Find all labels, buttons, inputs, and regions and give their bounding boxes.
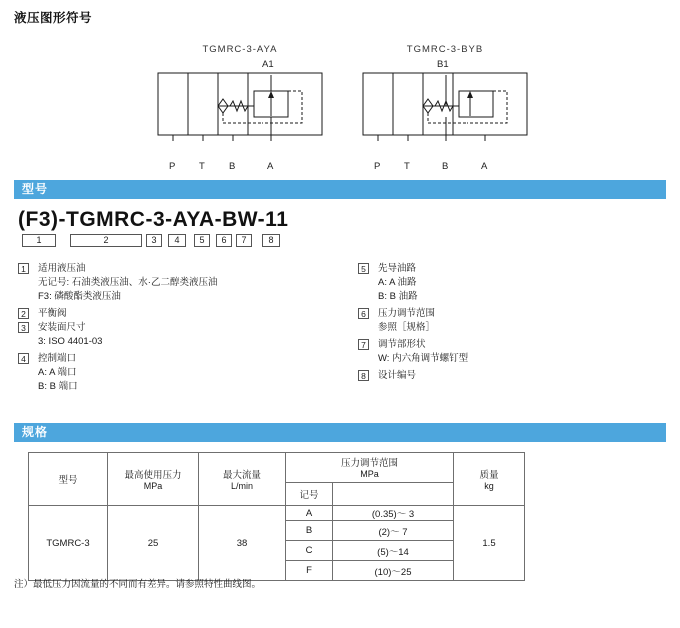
legend-detail: B: B 端口 [38,381,78,392]
header-mass-label: 质量 [479,470,499,481]
port-label-t: T [199,161,205,172]
header-max-pressure-unit: MPa [143,481,163,491]
legend-number: 2 [18,308,29,319]
code-box-5: 5 [194,234,210,247]
symbol-drawing [355,61,535,161]
header-symbol: 记号 [286,482,333,505]
header-model: 型号 [29,453,108,506]
cell-range: (10)～25 [333,561,454,581]
header-mass [454,453,525,506]
section-header-model: 型号 [14,180,666,199]
page-title: 液压图形符号 [14,11,93,25]
legend-title: 控制端口 [38,353,77,364]
header-pressure-range [286,453,454,483]
legend-title: 先导油路 [378,263,417,274]
legend-title: 适用液压油 [38,263,86,274]
legend-number: 4 [18,353,29,364]
cell-max-pressure: 25 [108,506,199,581]
code-box-7: 7 [236,234,252,247]
legend-number: 8 [358,370,369,381]
code-box-2: 2 [70,234,142,247]
header-pressure-range-label: 压力调节范围 [340,458,398,470]
legend-item [18,262,348,276]
legend-number: 7 [358,339,369,350]
legend-number: 3 [18,322,29,333]
spec-table [28,452,525,581]
header-max-pressure-label: 最高使用压力 [124,470,182,481]
legend-detail: B: B 油路 [378,291,418,302]
legend-item [18,307,348,321]
symbol-svg-aya [150,61,330,161]
legend-item [358,262,658,276]
cell-mass: 1.5 [454,506,525,581]
model-code: (F3)-TGMRC-3-AYA-BW-11 [18,208,289,231]
table-note: 注）最低压力因流量的不同而有差异。请参照特性曲线图。 [14,579,262,590]
legend-detail: A: A 端口 [38,367,77,378]
header-max-flow-unit: L/min [230,481,253,491]
cell-range: (2)～ 7 [333,521,454,541]
section-header-spec: 规格 [14,423,666,442]
port-label-a: A [267,161,274,172]
symbol-svg-byb [355,61,535,161]
cell-range: (5)～14 [333,541,454,561]
symbol-bottom-ports [150,161,330,175]
cell-symbol: C [286,541,333,561]
cell-max-flow: 38 [199,506,286,581]
cell-symbol: F [286,561,333,581]
symbol-caption: TGMRC-3-AYA [202,44,278,55]
legend-item [358,369,658,383]
table-header-row [29,453,525,483]
symbol-top-port-label: A1 [262,59,274,70]
legend-title: 设计编号 [378,370,417,381]
symbol-caption: TGMRC-3-BYB [406,44,484,55]
legend-number: 6 [358,308,369,319]
symbol-drawing [150,61,330,161]
port-label-p: P [374,161,381,172]
legend-detail: F3: 磷酸酯类液压油 [38,291,121,302]
cell-symbol: A [286,506,333,521]
cell-model: TGMRC-3 [29,506,108,581]
port-label-t: T [404,161,410,172]
port-label-b: B [229,161,236,172]
cell-symbol: B [286,521,333,541]
legend-column-left [18,262,348,394]
legend-detail: 无记号: 石油类液压油、水·乙二醇类液压油 [38,277,218,288]
header-pressure-range-unit: MPa [360,469,379,480]
symbol-diagram-aya [150,44,330,175]
legend-item [358,338,658,352]
legend-detail: W: 内六角调节螺钉型 [378,353,469,364]
legend-title: 平衡阀 [38,308,67,319]
legend-number: 1 [18,263,29,274]
header-range-values [333,482,454,505]
legend-item [18,321,348,335]
symbol-top-port-label: B1 [437,59,449,70]
port-label-a: A [481,161,488,172]
legend-column-right [358,262,658,383]
legend-detail: 3: ISO 4401-03 [38,336,103,347]
header-max-flow-label: 最大流量 [222,470,261,481]
legend-item [18,352,348,366]
legend-title: 压力调节范围 [378,308,436,319]
legend-number: 5 [358,263,369,274]
port-label-p: P [169,161,176,172]
legend-item [358,307,658,321]
legend-detail: 参照［规格］ [378,322,436,333]
symbol-bottom-ports [355,161,535,175]
code-box-8: 8 [262,234,280,247]
cell-range: (0.35)～ 3 [333,506,454,521]
legend-title: 安装面尺寸 [38,322,86,333]
header-max-flow [199,453,286,506]
code-box-1: 1 [22,234,56,247]
legend-detail: A: A 油路 [378,277,417,288]
port-label-b: B [442,161,449,172]
symbol-diagram-byb [355,44,535,175]
legend-title: 调节部形状 [378,339,426,350]
table-row [29,506,525,521]
header-mass-unit: kg [484,481,494,491]
code-box-3: 3 [146,234,162,247]
code-box-6: 6 [216,234,232,247]
code-box-4: 4 [168,234,186,247]
header-max-pressure [108,453,199,506]
